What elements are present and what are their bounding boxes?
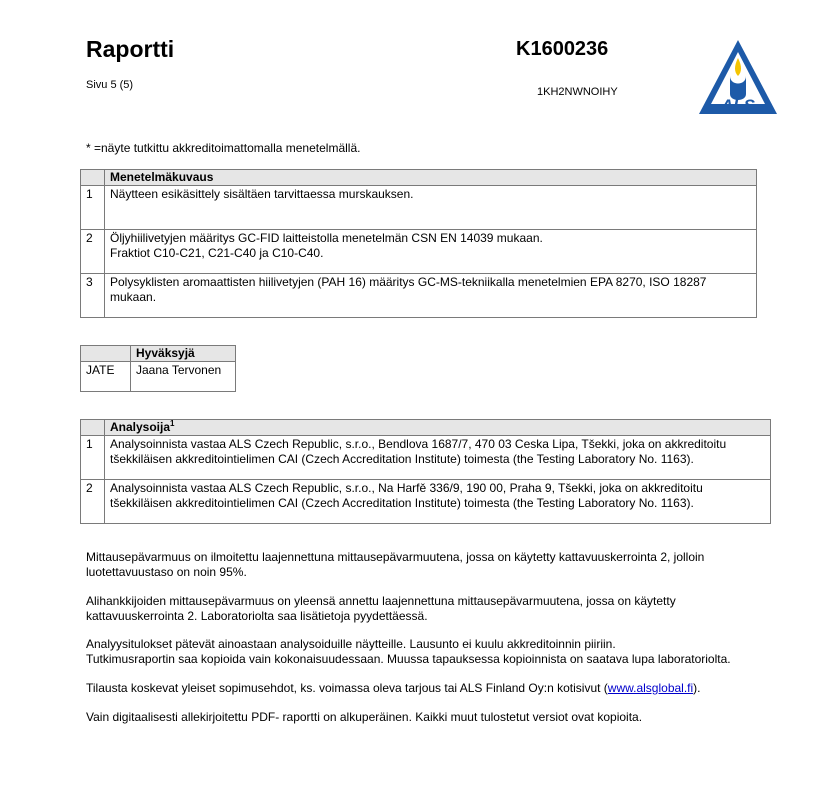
validity-paragraph: Analyysitulokset pätevät ainoastaan analysoiduille näytteille. Lausunto ei kuulu akkreditoinnin piiriin. Tutkimusraportin saa kopioida vain kokonaisuudessaan. Muussa tapauksessa kopioinnista on saatava lupa laboratoriolta. [86,637,731,666]
methods-num-header [81,170,105,186]
als-logo [697,38,779,118]
analyst-description: Analysoinnista vastaa ALS Czech Republic, s.r.o., Bendlova 1687/7, 470 03 Ceska Lipa, Tšekki, joka on akkreditoitu tšekkiläisen akkreditointielimen CAI (Czech Accreditation Institute) toimesta (the Testing Laboratory No. 1163). [105,436,771,480]
footnote-marker: 1 [170,419,175,428]
table-row [81,480,771,524]
uncertainty-paragraph: Mittausepävarmuus on ilmoitettu laajennettuna mittausepävarmuutena, jossa on käytetty kattavuuskerrointa 2, jolloin luotettavuustaso on noin 95%. [86,550,705,579]
approver-code: JATE [81,362,131,392]
row-number: 1 [81,436,105,480]
accreditation-note: * =näyte tutkittu akkreditoimattomalla menetelmällä. [86,141,361,155]
row-number: 3 [81,274,105,318]
row-number: 1 [81,186,105,230]
report-title: Raportti [86,36,175,62]
approver-code-header [81,346,131,362]
approver-name: Jaana Tervonen [131,362,236,392]
report-number: K1600236 [516,38,609,60]
subcontractor-paragraph: Alihankkijoiden mittausepävarmuus on yleensä annettu laajennettuna mittausepävarmuutena, jossa on käytetty kattavuuskerrointa 2. Laboratoriolta saa lisätietoja pyydettäessä. [86,594,676,623]
table-row [81,274,757,318]
pdf-original-paragraph: Vain digitaalisesti allekirjoitettu PDF- raportti on alkuperäinen. Kaikki muut tulostetut versiot ovat kopioita. [86,710,643,724]
row-number: 2 [81,480,105,524]
analyst-num-header [81,420,105,436]
analyst-table [80,419,771,524]
document-code: 1KH2NWNOIHY [537,86,618,98]
methods-header: Menetelmäkuvaus [105,170,757,186]
approver-header: Hyväksyjä [131,346,236,362]
table-row [81,186,757,230]
analyst-description: Analysoinnista vastaa ALS Czech Republic, s.r.o., Na Harfě 336/9, 190 00, Praha 9, Tšekki, joka on akkreditoitu tšekkiläisen akkreditointielimen CAI (Czech Accreditation Institute) toimesta (the Testing Laboratory No. 1163). [105,480,771,524]
table-row [81,362,236,392]
method-description: Öljyhiilivetyjen määritys GC-FID laitteistolla menetelmän CSN EN 14039 mukaan. Fraktiot C10-C21, C21-C40 ja C10-C40. [105,230,757,274]
table-row [81,436,771,480]
row-number: 2 [81,230,105,274]
alsglobal-link[interactable]: www.alsglobal.fi [607,681,694,695]
terms-paragraph: Tilausta koskevat yleiset sopimusehdot, ks. voimassa oleva tarjous tai ALS Finland Oy:n kotisivut (www.alsglobal.fi). [86,681,701,695]
method-description: Polysyklisten aromaattisten hiilivetyjen (PAH 16) määritys GC-MS-tekniikalla menetelmien EPA 8270, ISO 18287 mukaan. [105,274,757,318]
method-description: Näytteen esikäsittely sisältäen tarvittaessa murskauksen. [105,186,757,230]
analyst-header: Analysoija$^1$ [105,420,771,436]
page-info: Sivu 5 (5) [86,79,134,91]
logo-text: ALS [721,96,755,115]
table-row [81,230,757,274]
methods-table [80,169,757,318]
approver-table [80,345,236,392]
